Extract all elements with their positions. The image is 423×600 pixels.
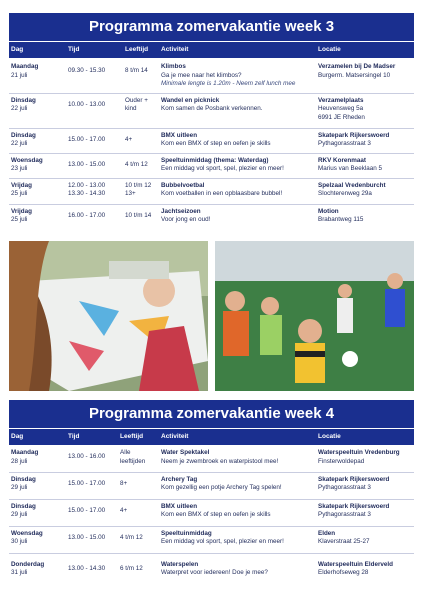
day: Woensdag [11, 156, 43, 164]
time: 16.00 - 17.00 [68, 211, 106, 219]
activity-title: Water Spektakel [161, 449, 210, 456]
header-activiteit: Activiteit [161, 46, 189, 53]
date: 28 juli [11, 457, 28, 465]
header-tijd: Tijd [68, 433, 80, 440]
time: 13.00 - 15.00 [66, 153, 123, 178]
activity-desc: Ga je mee naar het klimbos? [161, 71, 242, 79]
time: 12.00 - 13.00 [68, 181, 106, 189]
date: 31 juli [11, 569, 28, 576]
location-address: Pythagorasstraat 3 [318, 484, 371, 491]
day: Donderdag [11, 560, 45, 568]
week4-table [9, 446, 414, 585]
week3-title: Programma zomervakantie week 3 [9, 13, 414, 41]
day: Maandag [11, 449, 39, 456]
week3-table-header [9, 42, 414, 58]
header-dag: Dag [11, 433, 24, 440]
location-name: Elden [318, 529, 336, 537]
activity-desc: Kom een BMX of step en oefen je skills [161, 140, 271, 147]
day: Woensdag [11, 529, 43, 537]
week4-title: Programma zomervakantie week 4 [9, 400, 414, 428]
location-name: Waterspeeltuin Vredenburg [318, 449, 400, 456]
date: 29 juli [11, 511, 28, 518]
time: 13.00 - 14.30 [68, 564, 106, 572]
location-name: Verzamelplaats [318, 96, 364, 104]
day: Maandag [11, 63, 39, 70]
day: Dinsdag [11, 96, 36, 104]
age: 8 t/m 14 [123, 60, 159, 93]
time: 13.00 - 15.00 [66, 526, 118, 553]
location-name: Motion [318, 207, 339, 215]
table-row [9, 553, 414, 585]
age: 4 t/m 12 [123, 153, 159, 178]
location-address: Marius van Beeklaan 5 [318, 165, 383, 172]
day: Vrijdag [11, 207, 32, 215]
location-address: Finsterwoldepad [318, 457, 365, 465]
activity-title: Bubbelvoetbal [161, 181, 205, 189]
time: 15.00 - 17.00 [66, 472, 118, 499]
date: 21 juli [11, 71, 28, 79]
day: Dinsdag [11, 131, 36, 139]
location-name: Spelzaal Vredenburcht [318, 181, 386, 189]
age: 4 t/m 12 [118, 526, 159, 553]
table-row [9, 472, 414, 499]
age: 6 t/m 12 [120, 564, 143, 572]
activity-desc: Kom samen de Posbank verkennen. [161, 105, 263, 112]
location-name: Skatepark Rijkerswoerd [318, 131, 390, 139]
activity-desc: Waterpret voor iedereen! Doe je mee? [161, 569, 268, 576]
table-row [9, 204, 414, 230]
activity-note: Minimale lengte is 1.20m - Neem zelf lunch mee [161, 80, 296, 87]
photo-children-crafting [9, 241, 208, 391]
header-leeftijd: Leeftijd [120, 433, 144, 440]
time: 13.00 - 16.00 [66, 446, 118, 472]
date: 23 juli [11, 165, 28, 172]
week4-table-header [9, 429, 414, 445]
age: 4+ [123, 128, 159, 153]
activity-title: BMX uitleen [161, 502, 198, 510]
photo-children-soccer [215, 241, 414, 391]
header-dag: Dag [11, 46, 24, 53]
activity-desc: Neem je zwembroek en waterpistool mee! [161, 457, 279, 465]
activity-desc: Kom gezellig een potje Archery Tag spelen! [161, 484, 282, 491]
table-row [9, 526, 414, 553]
location-name: Skatepark Rijkerswoerd [318, 502, 390, 510]
location-name: Verzamelen bij De Madser [318, 63, 396, 70]
age: 8+ [118, 472, 159, 499]
location-name: Skatepark Rijkerswoerd [318, 475, 390, 483]
activity-desc: Een middag vol sport, spel, plezier en meer! [161, 165, 284, 172]
activity-title: Wandel en picknick [161, 96, 220, 104]
table-row [9, 446, 414, 472]
activity-desc: Kom een BMX of step en oefen je skills [161, 511, 271, 518]
header-activiteit: Activiteit [161, 433, 189, 440]
week3-table [9, 60, 414, 230]
time: 15.00 - 17.00 [66, 499, 118, 526]
activity-desc: Kom voetballen in een opblaasbare bubbel! [161, 190, 283, 197]
table-row [9, 60, 414, 93]
location-address: Heuvensweg 5a [318, 105, 364, 112]
activity-title: Archery Tag [161, 475, 198, 483]
header-leeftijd: Leeftijd [125, 46, 149, 53]
location-name: RKV Korenmaat [318, 156, 366, 164]
location-city: 6991 JE Rheden [318, 113, 365, 121]
day: Vrijdag [11, 181, 32, 189]
time: 15.00 - 17.00 [66, 128, 123, 153]
location-address: Klaverstraat 25-27 [318, 538, 370, 545]
time: 09.30 - 15.30 [66, 60, 123, 93]
activity-title: Klimbos [161, 63, 186, 70]
location-address: Burgerm. Matsersingel 10 [318, 71, 391, 79]
activity-title: BMX uitleen [161, 131, 198, 139]
date: 30 juli [11, 538, 28, 545]
time: 10.00 - 13.00 [66, 93, 123, 128]
header-locatie: Locatie [318, 46, 341, 53]
activity-title: Speeltuinmiddag (thema: Waterdag) [161, 156, 269, 164]
date: 22 juli [11, 140, 28, 147]
location-address: Pythagorasstraat 3 [318, 140, 371, 147]
location-name: Waterspeeltuin Elderveld [318, 560, 393, 568]
table-row [9, 153, 414, 178]
header-tijd: Tijd [68, 46, 80, 53]
date: 22 juli [11, 105, 28, 112]
date: 29 juli [11, 484, 28, 491]
activity-title: Speeltuinmiddag [161, 529, 212, 537]
age: 4+ [118, 499, 159, 526]
header-locatie: Locatie [318, 433, 341, 440]
activity-title: Jachtseizoen [161, 207, 201, 215]
date: 25 juli [11, 190, 28, 197]
table-row [9, 178, 414, 204]
age: 10 t/m 12 [125, 181, 152, 189]
location-address: Elderhofseweg 28 [318, 569, 369, 576]
age-second: 13+ [125, 190, 136, 197]
age: 10 t/m 14 [125, 211, 152, 219]
location-address: Slochterenweg 29a [318, 190, 372, 197]
age: Ouder + kind [123, 93, 159, 128]
date: 25 juli [11, 216, 28, 223]
table-row [9, 128, 414, 153]
age: Alle leeftijden [118, 446, 159, 472]
activity-title: Waterspelen [161, 560, 199, 568]
activity-desc: Voor jong en oud! [161, 216, 211, 223]
activity-desc: Een middag vol sport, spel, plezier en meer! [161, 538, 284, 545]
day: Dinsdag [11, 502, 36, 510]
location-address: Pythagorasstraat 3 [318, 511, 371, 518]
time-second: 13.30 - 14.30 [68, 190, 106, 197]
table-row [9, 499, 414, 526]
day: Dinsdag [11, 475, 36, 483]
location-address: Brabantweg 115 [318, 216, 364, 223]
table-row [9, 93, 414, 128]
